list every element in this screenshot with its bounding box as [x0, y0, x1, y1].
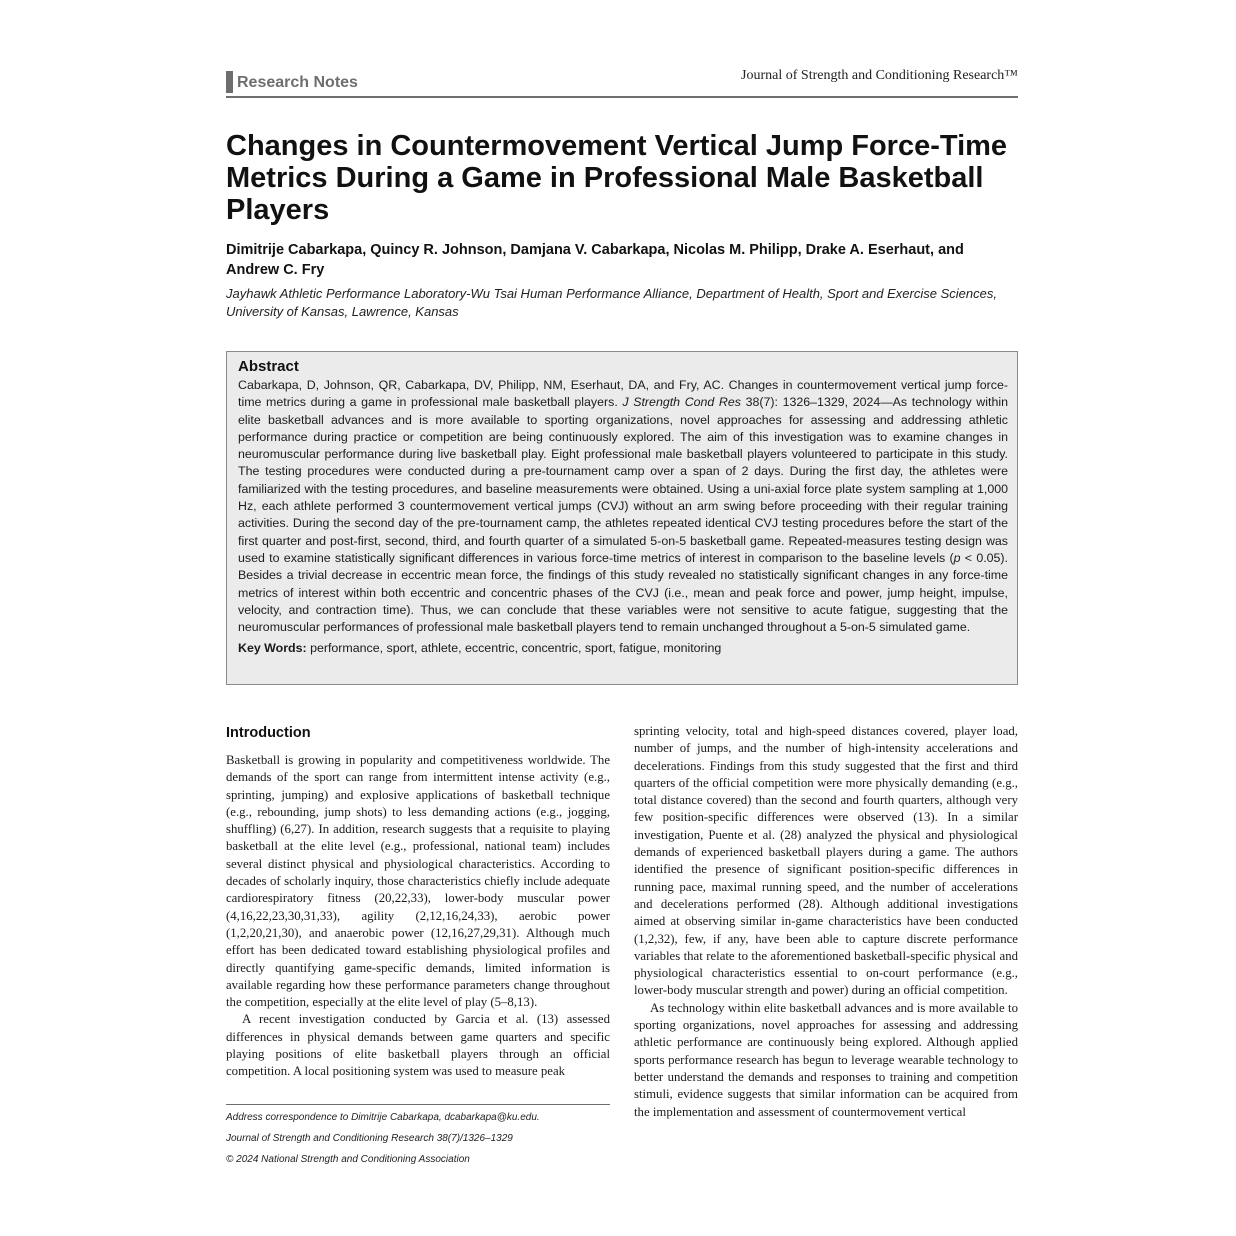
- copyright-note: © 2024 National Strength and Conditioning Association: [226, 1154, 470, 1165]
- abstract-text: [238, 377, 1008, 636]
- abstract-citation-lead: Cabarkapa, D, Johnson, QR, Cabarkapa, DV, Philipp, NM, Eserhaut, DA, and Fry, AC. Changes in countermovement vertical jump force-time metrics during a game in professional male basketball players.: [238, 378, 1008, 410]
- introduction-heading: Introduction: [226, 725, 311, 741]
- intro-paragraph-4: As technology within elite basketball advances and is more available to sporting organizations, novel approaches for assessing and addressing athletic performance are continuously being explored. Although applied sports performance research has begun to leverage wearable technology to better understand the demands and responses to training and competition stimuli, evidence suggests that similar information can be acquired from the implementation and assessment of countermovement vertical: [634, 1000, 1018, 1119]
- intro-paragraph-2: A recent investigation conducted by Garcia et al. (13) assessed differences in physical demands between game quarters and specific playing positions of elite basketball players through an official competition. A local positioning system was used to measure peak: [226, 1012, 610, 1079]
- journal-abbreviation: J Strength Cond Res: [622, 395, 741, 410]
- intro-paragraph-1: Basketball is growing in popularity and competitiveness worldwide. The demands of the sport can range from intermittent intense activity (e.g., sprinting, jumping) and explosive applications of basketball technique (e.g., rebounding, jump shots) to less demanding actions (e.g., jogging, shuffling) (6,27). In addition, research suggests that a requisite to playing basketball at the elite level (e.g., professional, national team) includes several distinct physical and physiological characteristics. According to decades of scholarly inquiry, those characteristics chiefly include adequate cardiorespiratory fitness (20,22,33), lower-body muscular power (4,16,22,23,30,31,33), agility (2,12,16,24,33), aerobic power (1,2,20,21,30), and anaerobic power (12,16,27,29,31). Although much effort has been dedicated toward establishing physiological profiles and directly quantifying game-specific demands, limited information is available regarding how these performance parameters change throughout the competition, especially at the elite level of play (5–8,13).: [226, 753, 610, 1010]
- correspondence-note: Address correspondence to Dimitrije Cabarkapa, dcabarkapa@ku.edu.: [226, 1112, 540, 1123]
- footnote-divider: [226, 1104, 610, 1105]
- author-list: Dimitrije Cabarkapa, Quincy R. Johnson, Damjana V. Cabarkapa, Nicolas M. Philipp, Drake A. Eserhaut, and Andrew C. Fry: [226, 242, 964, 278]
- left-column: [226, 722, 610, 1081]
- keywords-label: Key Words:: [238, 641, 307, 656]
- abstract-body-part-2: < 0.05). Besides a trivial decrease in eccentric mean force, the findings of this study revealed no statistically significant changes in any force-time metrics of interest within both eccentric and concentric phases of the CVJ (i.e., mean and peak force and power, jump height, impulse, velocity, and contraction time). Thus, we can conclude that these variables were not sensitive to acute fatigue, suggesting that the neuromuscular performances of professional male basketball players tend to remain unchanged throughout a 5-on-5 simulated game.: [238, 550, 1009, 635]
- affiliation: Jayhawk Athletic Performance Laboratory-Wu Tsai Human Performance Alliance, Department of Health, Sport and Exercise Sciences, University of Kansas, Lawrence, Kansas: [226, 286, 997, 319]
- keywords: [238, 640, 1008, 657]
- section-tag: Research Notes: [226, 71, 358, 93]
- citation-note: Journal of Strength and Conditioning Research 38(7)/1326–1329: [226, 1133, 513, 1144]
- keywords-list: performance, sport, athlete, eccentric, concentric, sport, fatigue, monitoring: [306, 641, 722, 656]
- intro-paragraph-3: sprinting velocity, total and high-speed distances covered, player load, number of jumps, and the number of high-intensity accelerations and decelerations. Findings from this study suggested that the first and third quarters of the official competition were more physically demanding (e.g., total distance covered) than the second and fourth quarters, although very few position-specific differences were observed (13). In a similar investigation, Puente et al. (28) analyzed the physical and physiological demands of experienced basketball players during a game. The authors identified the presence of significant position-specific differences in running pace, maximal running speed, and the number of accelerations and decelerations performed (28). Although additional investigations aimed at observing similar in-game characteristics have been conducted (1,2,32), few, if any, have been able to capture discrete performance variables that relate to the aforementioned basketball-specific physical and physiological characteristics essential to on-court performance (e.g., lower-body muscular strength and power) during an official competition.: [634, 724, 1018, 998]
- right-column: [634, 723, 1018, 1121]
- article-title: Changes in Countermovement Vertical Jump Force-Time Metrics During a Game in Professional Male Basketball Players: [226, 130, 1008, 226]
- journal-name: Journal of Strength and Conditioning Research™: [741, 68, 1018, 83]
- abstract-box: [226, 351, 1018, 685]
- abstract-heading: Abstract: [238, 358, 299, 375]
- p-value-symbol: p: [953, 550, 961, 565]
- footnotes: [226, 1107, 610, 1170]
- page-header: [226, 66, 1018, 98]
- abstract-body-part-1: As technology within elite basketball advances and is more available to sporting organizations, novel approaches for assessing and addressing athletic performance during practice or competition are being continuously explored. The aim of this investigation was to examine changes in neuromuscular performance during live basketball play. Eight professional male basketball players volunteered to participate in this study. The testing procedures were conducted during a pre-tournament camp over a span of 2 days. During the first day, the athletes were familiarized with the testing procedures, and baseline measurements were obtained. Using a uni-axial force plate system sampling at 1,000 Hz, each athlete performed 3 countermovement vertical jumps (CVJ) without an arm swing before proceeding with their regular training activities. During the second day of the pre-tournament camp, the athletes repeated identical CVJ testing procedures before the start of the first quarter and post-first, second, third, and fourth quarter of a simulated 5-on-5 basketball game. Repeated-measures testing design was used to examine statistically significant differences in various force-time metrics of interest in comparison to the baseline levels (: [238, 395, 1008, 565]
- abstract-citation-tail: 38(7): 1326–1329, 2024—: [740, 395, 893, 410]
